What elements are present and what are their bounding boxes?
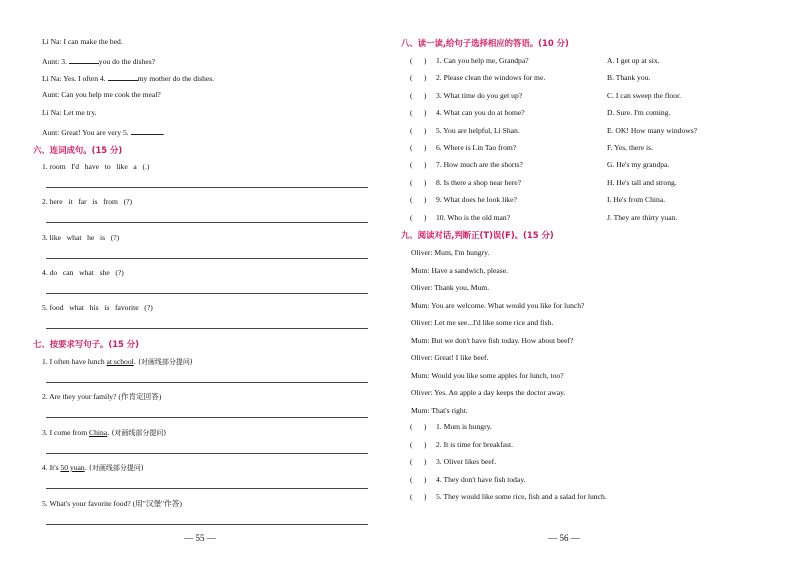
s8-answer-bracket[interactable]: ( ): [410, 125, 427, 135]
s9-answer-bracket[interactable]: ( ): [410, 439, 427, 449]
s7-item-3: [42, 428, 166, 438]
s9-statement: 1. Mum is hungry.: [436, 422, 492, 431]
s6-answer-line-1[interactable]: [46, 187, 368, 188]
s8-option: D. Sure. I'm coming.: [607, 108, 671, 118]
dialogue-line-6-pre: Aunt: Great! You are very 5.: [42, 128, 131, 137]
s9-answer-bracket[interactable]: ( ): [410, 457, 427, 466]
s9-dialogue-line: Oliver: Thank you, Mum.: [411, 283, 490, 292]
s7-answer-line-5[interactable]: [46, 524, 368, 525]
dialogue-line-6: [42, 126, 164, 138]
s8-question: 7. How much are the shorts?: [436, 160, 523, 170]
s7-item-5-text: 5. What's your favorite food? (用"汉堡"作答): [42, 499, 182, 508]
s9-statement: 2. It is time for breakfast.: [436, 439, 513, 449]
section-6-title: 六、连词成句。(15 分): [33, 145, 123, 155]
s7-answer-line-2[interactable]: [46, 417, 368, 418]
s8-question: 2. Please clean the windows for me.: [436, 73, 546, 83]
s7-item-1-pre: 1. I often have lunch: [42, 357, 107, 366]
dialogue-line-6-post: .: [162, 128, 165, 137]
s8-option: F. Yes, there is.: [607, 143, 654, 152]
s9-answer-bracket[interactable]: ( ): [410, 492, 427, 501]
s8-answer-bracket[interactable]: ( ): [410, 195, 427, 205]
s6-answer-line-3[interactable]: [46, 258, 368, 259]
s7-item-5: [42, 499, 182, 509]
s6-answer-line-4[interactable]: [46, 293, 368, 294]
s9-statement: 3. Oliver likes beef.: [436, 457, 497, 466]
s9-answer-bracket[interactable]: ( ): [410, 422, 427, 431]
s9-dialogue-line: Mum: But we don't have fish today. How about beef?: [411, 335, 574, 345]
s8-question: 3. What time do you get up?: [436, 90, 523, 100]
s7-item-4-underlined: 50 yuan: [60, 463, 85, 472]
s8-answer-bracket[interactable]: ( ): [410, 177, 427, 187]
s7-item-3-post: . (对画线部分提问): [107, 429, 167, 437]
s7-item-4-post: . (对画线部分提问): [84, 464, 144, 472]
s8-option: G. He's my grandpa.: [607, 160, 670, 170]
s9-dialogue-line: Oliver: Mum, I'm hungry.: [411, 248, 490, 257]
s8-answer-bracket[interactable]: ( ): [410, 73, 427, 83]
s9-dialogue-line: Oliver: Let me see...I'd like some rice and fish.: [411, 318, 554, 327]
dialogue-line-3-pre: Li Na: Yes. I often 4.: [42, 74, 108, 83]
dialogue-line-5: Li Na: Let me try.: [42, 108, 97, 117]
s8-option: J. They are thirty yuan.: [607, 212, 678, 222]
s7-item-4-pre: 4. It's: [42, 463, 61, 472]
s7-answer-line-1[interactable]: [46, 382, 368, 383]
s9-dialogue-line: Oliver: Great! I like beef.: [411, 353, 489, 362]
page-number-56: — 56 —: [548, 533, 580, 543]
s7-item-3-underlined: China: [89, 428, 108, 437]
dialogue-line-4: Aunt: Can you help me cook the meal?: [42, 90, 161, 99]
dialogue-line-2-post: you do the dishes?: [98, 57, 156, 66]
s6-item-4: 4. do can what she (?): [42, 268, 124, 277]
s8-question: 5. You are helpful, Li Shan.: [436, 125, 520, 135]
s7-item-2: [42, 392, 161, 402]
s8-answer-bracket[interactable]: ( ): [410, 160, 427, 170]
section-9-title: 九、阅读对话,判断正(T)误(F)。(15 分): [401, 230, 554, 240]
s6-item-1: 1. room I'd have to like a (.): [42, 162, 150, 171]
s9-statement: 5. They would like some rice, fish and a salad for lunch.: [436, 492, 607, 501]
s8-question: 1. Can you help me, Grandpa?: [436, 56, 529, 65]
s7-item-2-text: 2. Are they your family? (作肯定回答): [42, 392, 162, 401]
answer-blank-3[interactable]: [69, 55, 99, 64]
s9-dialogue-line: Mum: Have a sandwich, please.: [411, 265, 509, 275]
s8-answer-bracket[interactable]: ( ): [410, 143, 427, 152]
s8-question: 4. What can you do at home?: [436, 108, 525, 118]
s7-item-3-pre: 3. I come from: [42, 428, 90, 437]
s7-item-1: [42, 357, 193, 367]
s9-dialogue-line: Mum: You are welcome. What would you like for lunch?: [411, 300, 585, 310]
s7-answer-line-3[interactable]: [46, 453, 368, 454]
s6-answer-line-5[interactable]: [46, 328, 368, 329]
s9-statement: 4. They don't have fish today.: [436, 474, 526, 484]
s8-option: H. He's tall and strong.: [607, 177, 677, 187]
s6-item-2: 2. here it far is from (?): [42, 197, 133, 206]
s8-question: 6. Where is Lin Tao from?: [436, 143, 517, 152]
s8-answer-bracket[interactable]: ( ): [410, 212, 427, 222]
s8-question: 10. Who is the old man?: [436, 212, 511, 222]
dialogue-line-3-post: my mother do the dishes.: [137, 74, 215, 83]
s9-dialogue-line: Mum: Would you like some apples for lunch, too?: [411, 370, 564, 380]
s8-option: C. I can sweep the floor.: [607, 90, 682, 100]
s9-dialogue-line: Oliver: Yes. An apple a day keeps the doctor away.: [411, 388, 566, 397]
s8-option: I. He's from China.: [607, 195, 666, 205]
dialogue-line-2: [42, 55, 155, 67]
dialogue-line-1: Li Na: I can make the bed.: [42, 37, 123, 46]
s8-question: 9. What does he look like?: [436, 195, 517, 205]
answer-blank-4[interactable]: [108, 72, 138, 81]
dialogue-line-2-pre: Aunt: 3.: [42, 57, 69, 66]
s7-answer-line-4[interactable]: [46, 488, 368, 489]
s6-answer-line-2[interactable]: [46, 222, 368, 223]
page-number-55: — 55 —: [184, 533, 216, 543]
s7-item-1-underlined: at school: [106, 357, 134, 366]
s6-item-3: 3. like what he is (?): [42, 233, 120, 242]
s8-option: E. OK! How many windows?: [607, 125, 698, 135]
s8-answer-bracket[interactable]: ( ): [410, 108, 427, 118]
s8-answer-bracket[interactable]: ( ): [410, 56, 427, 65]
s8-question: 8. Is there a shop near here?: [436, 177, 521, 187]
section-8-title: 八、读一读,给句子选择相应的答语。(10 分): [401, 38, 569, 48]
s9-answer-bracket[interactable]: ( ): [410, 474, 427, 484]
s8-option: B. Thank you.: [607, 73, 651, 83]
s7-item-1-post: . (对画线部分提问): [133, 358, 193, 366]
section-7-title: 七、按要求写句子。(15 分): [33, 339, 139, 349]
s8-option: A. I get up at six.: [607, 56, 660, 65]
answer-blank-5[interactable]: [131, 126, 163, 135]
s7-item-4: [42, 463, 144, 473]
s8-answer-bracket[interactable]: ( ): [410, 90, 427, 100]
page-56: [400, 0, 800, 565]
dialogue-line-3: [42, 72, 214, 84]
s6-item-5: 5. food what his is favorite (?): [42, 303, 153, 312]
s9-dialogue-line: Mum: That's right.: [411, 405, 468, 415]
